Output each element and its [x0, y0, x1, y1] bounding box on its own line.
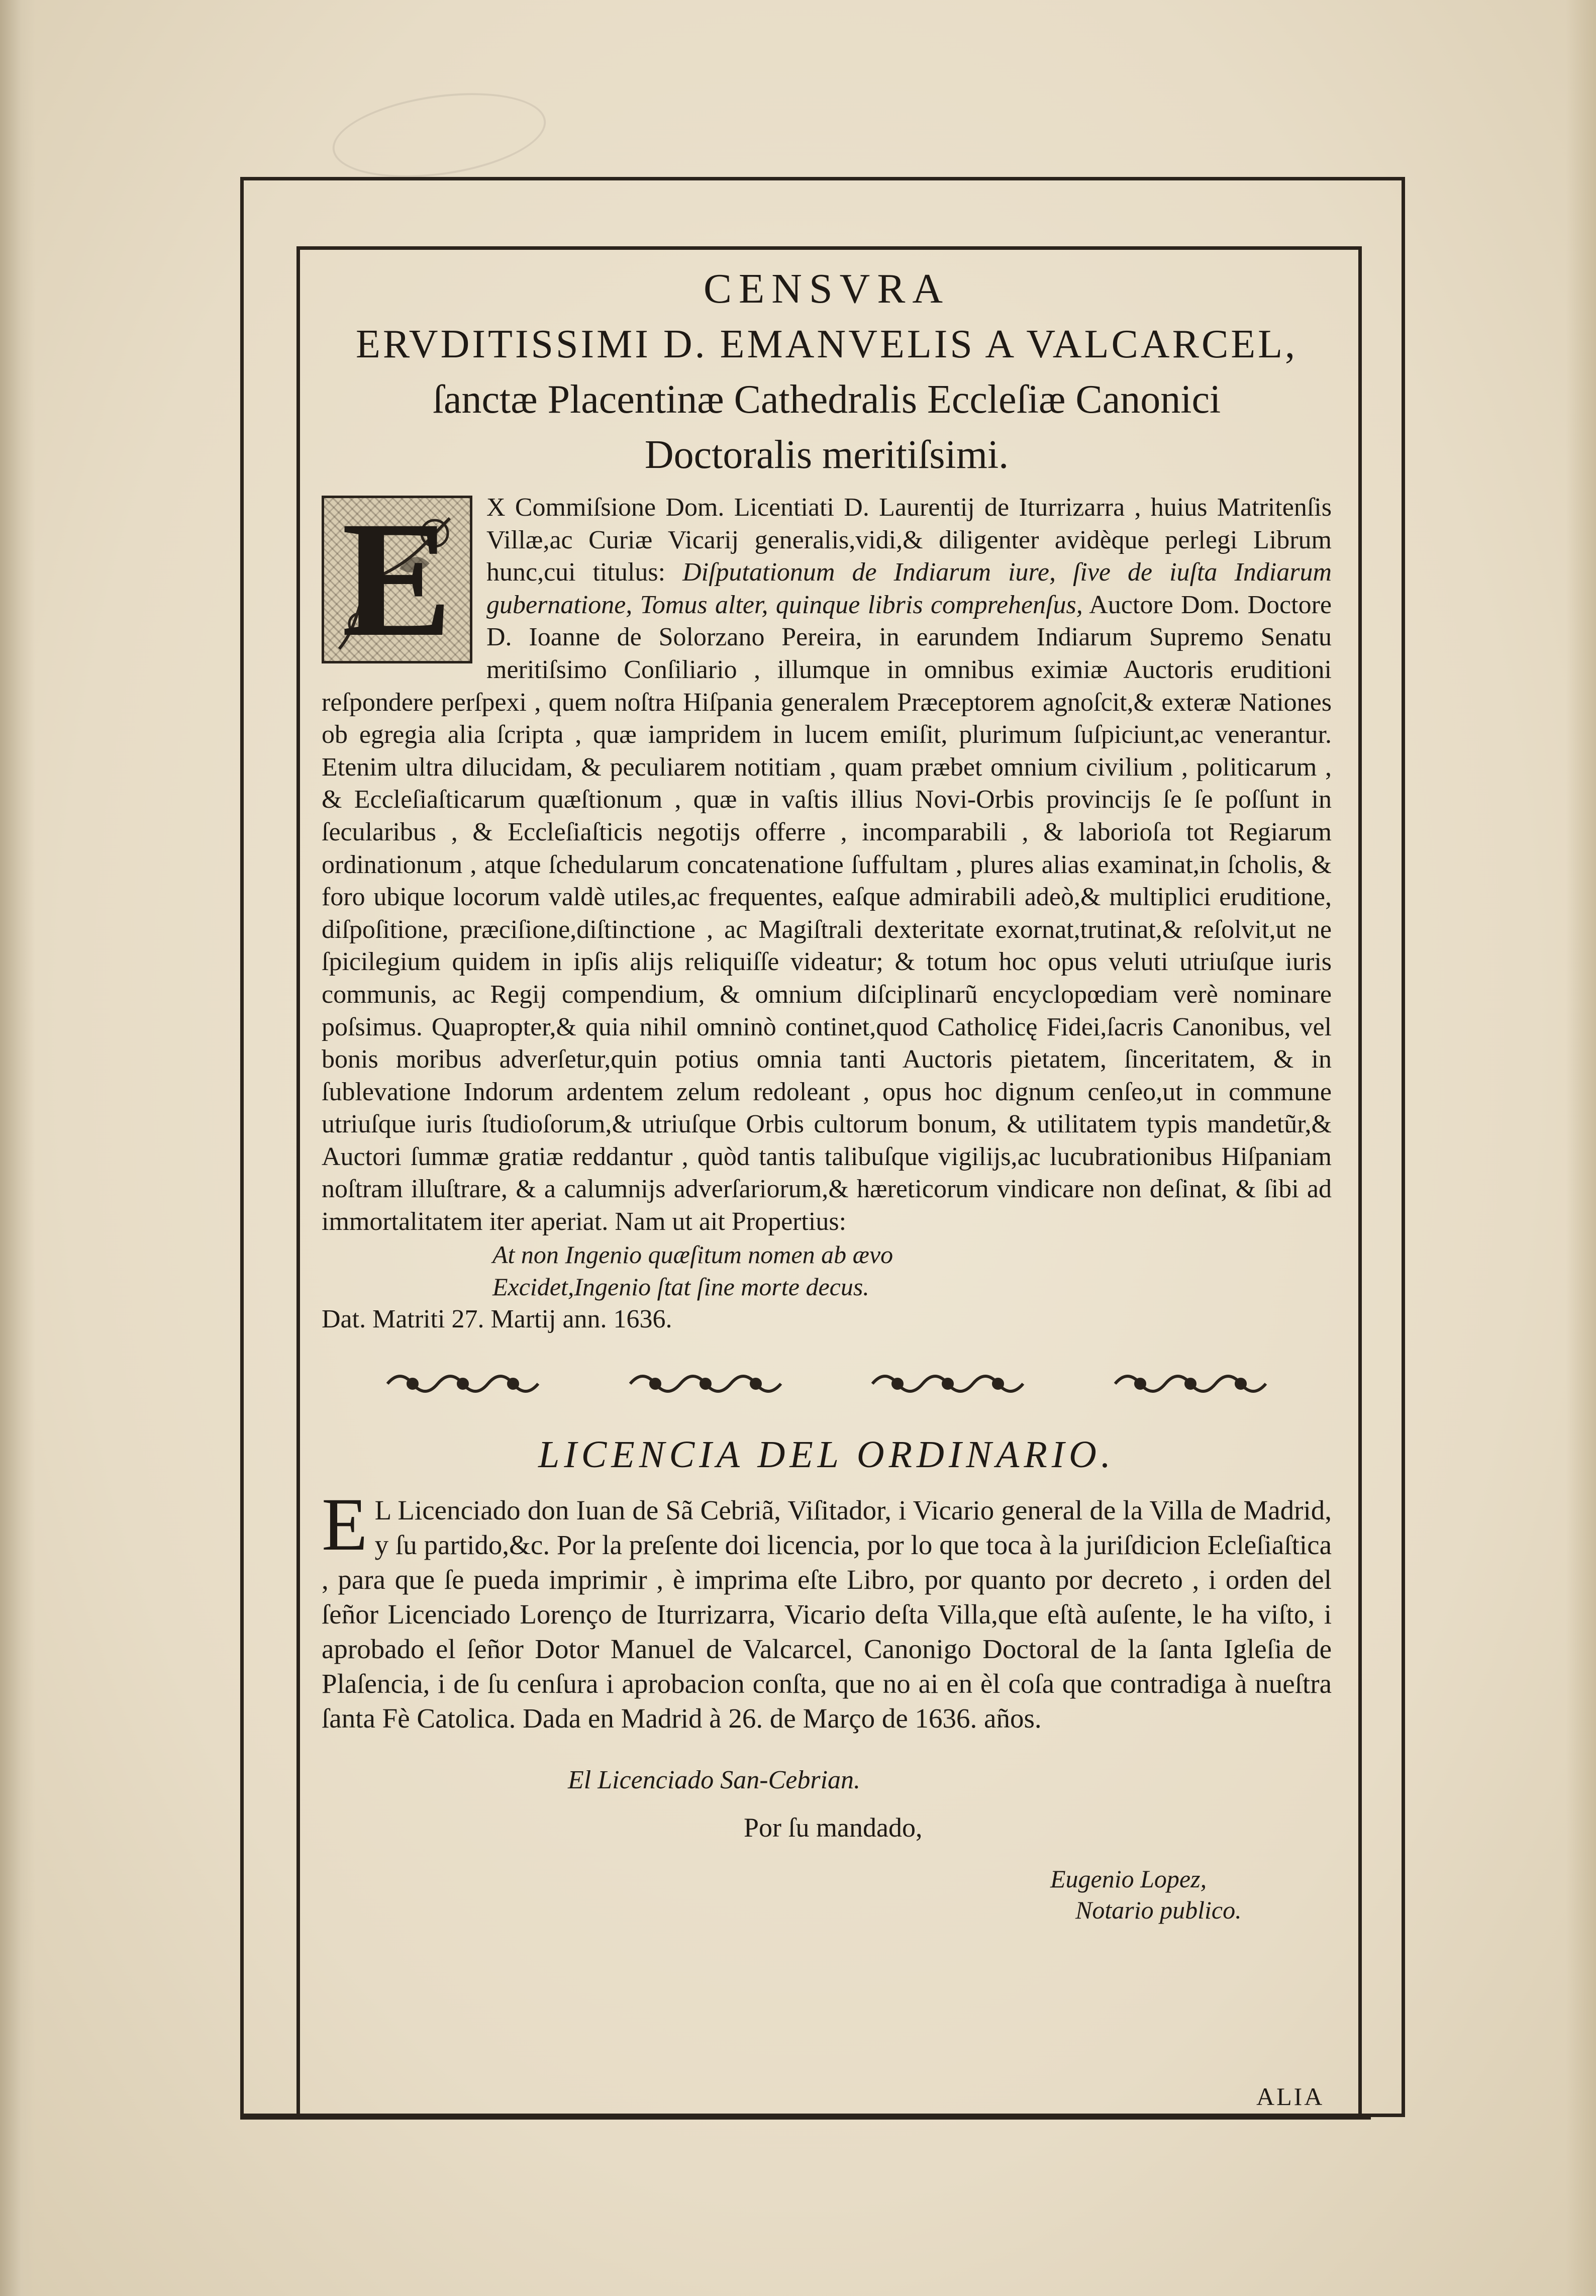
page-content	[322, 261, 1332, 1926]
censura-paragraph	[322, 492, 1332, 1238]
censura-role-line: ſanctæ Placentinæ Cathedralis Eccleſiæ Canonici	[432, 377, 1221, 422]
fleuron-ornament-icon	[1110, 1368, 1271, 1400]
censura-text-part-1: X Commiſsione Dom. Licentiati D. Laurentij de Iturrizarra , huius Matritenſis Villæ,ac Curiæ Vicarij generalis,vidi,& diligenter avidèque perlegi Librum hunc,cui titulus:	[486, 493, 1332, 587]
licencia-text: L Licenciado don Iuan de Sã Cebriã, Viſitador, i Vicario general de la Villa de Madrid, y ſu partido,&c. Por la preſente doi licencia, por lo que toca à la juriſdicion Ecleſiaſtica , para que ſe pueda imprimir , è imprima eſte Libro, por quanto por decreto , i orden del ſeñor Licenciado Lorenço de Iturrizarra, Vicario deſta Villa,que eſtà auſente, le ha viſto, i aprobado el ſeñor Dotor Manuel de Valcarcel, Canonigo Doctoral de la ſanta Igleſia de Plaſencia, i de ſu cenſura i aprobacion conſta, que no ai en èl coſa que contradiga à nueſtra ſanta Fè Catolica. Dada en Madrid à 26. de Março de 1636. años.	[322, 1494, 1332, 1734]
censura-role-line-2: Doctoralis meritiſsimi.	[644, 433, 1009, 477]
signature-licenciado: El Licenciado San-Cebrian.	[568, 1765, 861, 1794]
licencia-paragraph	[322, 1482, 1332, 1736]
signature-notary-title: Notario publico.	[1075, 1895, 1242, 1924]
censura-section	[322, 261, 1332, 1336]
page-gutter	[0, 0, 35, 2296]
book-title: Diſputationum de Indiarum iure, ſive de iuſta Indiarum gubernatione, Tomus alter, quinque libris comprehenſus,	[486, 558, 1332, 619]
initial-letter: E	[341, 496, 453, 663]
licencia-initial-letter: E	[322, 1482, 368, 1566]
censura-text-part-2: Auctore Dom. Doctore D. Ioanne de Solorzano Pereira, in earundem Indiarum Supremo Senatu meritiſsimo Conſiliario , illumque in omnibus eximiæ Auctoris eruditioni reſpondere perſpexi , quem noſtra Hiſpania generalem Præceptorem agnoſcit,& exteræ Nationes ob egregia alia ſcripta , quæ iampridem in lucem emiſit, plurimum ſuſpiciunt,ac venerantur. Etenim ultra dilucidam, & peculiarem notitiam , quam præbet omnium civilium , politicarum , & Eccleſiaſticarum quæſtionum , quæ in vaſtis illius Novi-Orbis provincijs ſe ſe poſſunt in ſecularibus , & Eccleſiaſticis negotijs offerre , incomparabili , & laborioſa tot Regiarum ordinationum , atque ſchedularum concatenatione ſuffultam , plures alias examinat,in ſcholis, & foro ubique locorum valdè utiles,ac frequentes, eaſque admirabili adeò,& multiplici eruditione, diſpoſitione, præciſione,diſtinctione , ac Magiſtrali dexteritate exornat,trutinat,& reſolvit,ut ne ſpicilegium quidem in ipſis alijs reliquiſſe videatur; & totum hoc opus veluti utriuſque iuris communis, ac Regij compendium, & omnium diſciplinarũ encyclopœdiam verè nominare poſsimus. Quapropter,& quia nihil omninò continet,quod Catholicę Fidei,ſacris Canonibus, vel bonis moribus adverſetur,quin potius omnia tanti Auctoris pietatem, ſinceritatem, & in ſublevatione Indorum ardentem zelum redoleant , opus hoc dignum cenſeo,ut in commune utriuſque iuris ſtudioſorum,& utriuſque Orbis cultorum bonum, & utilitatem typis mandetũr,& Auctori ſummæ gratiæ reddantur , quòd tantis talibuſque vigilijs,ac lucubrationibus Hiſpaniam noſtram illuſtrare, & a calumnijs adverſariorum,& hæreticorum vindicare non deſinat, & ſibi ad immortalitatem iter aperiat. Nam ut ait Propertius:	[322, 590, 1332, 1236]
fleuron-ornament-icon	[625, 1368, 786, 1400]
page-edge	[1566, 0, 1596, 2296]
verse-line-1: At non Ingenio quæſitum nomen ab ævo	[492, 1240, 893, 1269]
censura-title: CENSVRA	[703, 265, 950, 312]
licencia-section	[322, 1429, 1332, 1926]
catchword: ALIA	[1256, 2082, 1325, 2111]
fleuron-ornament-icon	[867, 1368, 1028, 1400]
signature-notary-name: Eugenio Lopez,	[1050, 1864, 1207, 1893]
bottom-rule	[240, 2116, 1371, 2120]
censura-date: Dat. Matriti 27. Martij ann. 1636.	[322, 1304, 672, 1333]
fleuron-ornament-icon	[382, 1368, 543, 1400]
verse-line-2: Excidet,Ingenio ſtat ſine morte decus.	[492, 1272, 869, 1301]
decorated-initial-icon	[322, 496, 472, 663]
signature-mandado: Por ſu mandado,	[744, 1812, 923, 1843]
ornament-band	[342, 1366, 1312, 1401]
faded-library-stamp-icon	[327, 81, 551, 189]
licencia-heading: LICENCIA DEL ORDINARIO.	[538, 1433, 1115, 1476]
censura-author-line: ERVDITISSIMI D. EMANVELIS A VALCARCEL,	[355, 322, 1298, 366]
